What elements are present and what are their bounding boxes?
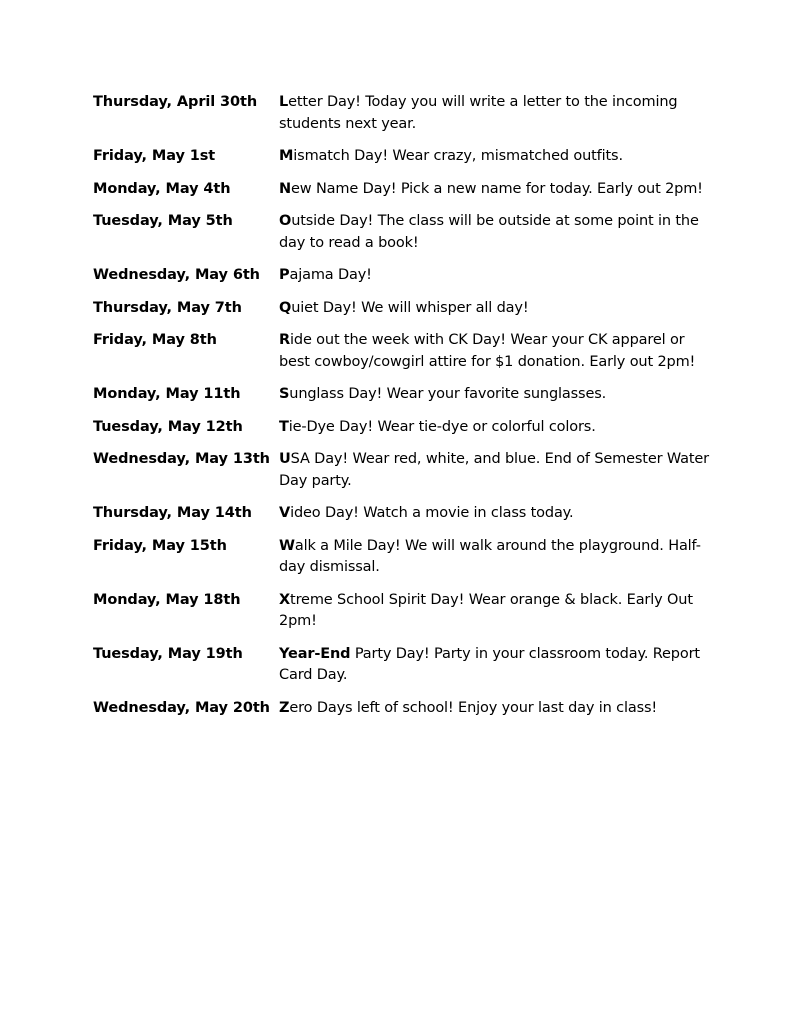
- theme-text: Party Day! Party in your classroom today. Report Card Day.: [279, 645, 700, 683]
- theme-initial: P: [279, 267, 290, 283]
- schedule-row: [93, 417, 713, 439]
- schedule-row: [93, 211, 713, 254]
- schedule-date: Monday, May 11th: [93, 386, 241, 402]
- schedule-row: [93, 298, 713, 320]
- theme-initial: R: [279, 332, 291, 348]
- schedule-date: Wednesday, May 20th: [93, 699, 270, 716]
- schedule-row: [93, 384, 713, 406]
- theme-initial: M: [279, 148, 294, 164]
- schedule-description: [279, 590, 713, 633]
- schedule-date: Wednesday, May 13th: [93, 451, 270, 467]
- schedule-row: [93, 449, 713, 492]
- theme-text: ie-Dye Day! Wear tie-dye or colorful colors.: [288, 418, 596, 435]
- schedule-date: Thursday, May 7th: [93, 299, 242, 316]
- theme-initial: V: [279, 505, 291, 521]
- schedule-description: [279, 417, 713, 439]
- schedule-row: [93, 644, 713, 687]
- schedule-description: [279, 298, 713, 320]
- schedule-description: [279, 503, 713, 525]
- theme-initial: N: [279, 180, 291, 197]
- theme-text: utside Day! The class will be outside at some point in the day to read a book!: [279, 213, 699, 251]
- theme-text: etter Day! Today you will write a letter to the incoming students next year.: [279, 94, 678, 132]
- theme-initial: U: [279, 451, 291, 467]
- theme-initial: W: [279, 537, 295, 554]
- schedule-date: Thursday, May 14th: [93, 505, 252, 521]
- schedule-description: [279, 384, 713, 406]
- theme-text: ew Name Day! Pick a new name for today. Early out 2pm!: [291, 180, 703, 197]
- schedule-row: [93, 503, 713, 525]
- schedule-description: [279, 449, 713, 492]
- schedule-description: [279, 698, 713, 720]
- schedule-row: [93, 590, 713, 633]
- schedule-row: [93, 146, 713, 168]
- theme-initial: Year-End: [279, 645, 351, 662]
- theme-text: ismatch Day! Wear crazy, mismatched outfits.: [293, 148, 623, 164]
- theme-initial: Q: [279, 299, 292, 316]
- spirit-week-schedule: [93, 92, 713, 730]
- schedule-row: [93, 536, 713, 579]
- schedule-description: [279, 179, 713, 201]
- schedule-row: [93, 179, 713, 201]
- theme-text: alk a Mile Day! We will walk around the playground. Half-day dismissal.: [279, 537, 701, 575]
- schedule-date: Monday, May 4th: [93, 180, 231, 197]
- theme-text: ide out the week with CK Day! Wear your CK apparel or best cowboy/cowgirl attire for $1 donation. Early out 2pm!: [279, 332, 696, 370]
- schedule-row: [93, 92, 713, 135]
- schedule-row: [93, 330, 713, 373]
- theme-text: ideo Day! Watch a movie in class today.: [290, 505, 574, 521]
- theme-text: ajama Day!: [289, 267, 372, 283]
- schedule-description: [279, 265, 713, 287]
- schedule-date: Friday, May 8th: [93, 332, 217, 348]
- theme-initial: L: [279, 94, 289, 110]
- schedule-description: [279, 536, 713, 579]
- theme-text: treme School Spirit Day! Wear orange & black. Early Out 2pm!: [279, 591, 693, 629]
- schedule-row: [93, 698, 713, 720]
- theme-initial: S: [279, 386, 290, 402]
- schedule-date: Monday, May 18th: [93, 591, 241, 608]
- schedule-row: [93, 265, 713, 287]
- theme-text: uiet Day! We will whisper all day!: [291, 299, 529, 316]
- schedule-date: Thursday, April 30th: [93, 94, 258, 110]
- theme-text: unglass Day! Wear your favorite sunglasses.: [289, 386, 607, 402]
- schedule-description: [279, 330, 713, 373]
- theme-text: ero Days left of school! Enjoy your last day in class!: [289, 699, 658, 716]
- theme-initial: T: [279, 418, 289, 435]
- schedule-description: [279, 644, 713, 687]
- theme-text: SA Day! Wear red, white, and blue. End of Semester Water Day party.: [279, 451, 709, 489]
- theme-initial: Z: [279, 699, 290, 716]
- schedule-date: Tuesday, May 5th: [93, 213, 233, 229]
- schedule-date: Tuesday, May 19th: [93, 645, 243, 662]
- schedule-description: [279, 92, 713, 135]
- schedule-date: Tuesday, May 12th: [93, 418, 243, 435]
- schedule-date: Friday, May 15th: [93, 537, 227, 554]
- theme-initial: X: [279, 591, 291, 608]
- theme-initial: O: [279, 213, 292, 229]
- schedule-description: [279, 146, 713, 168]
- schedule-date: Friday, May 1st: [93, 148, 216, 164]
- schedule-description: [279, 211, 713, 254]
- schedule-date: Wednesday, May 6th: [93, 267, 260, 283]
